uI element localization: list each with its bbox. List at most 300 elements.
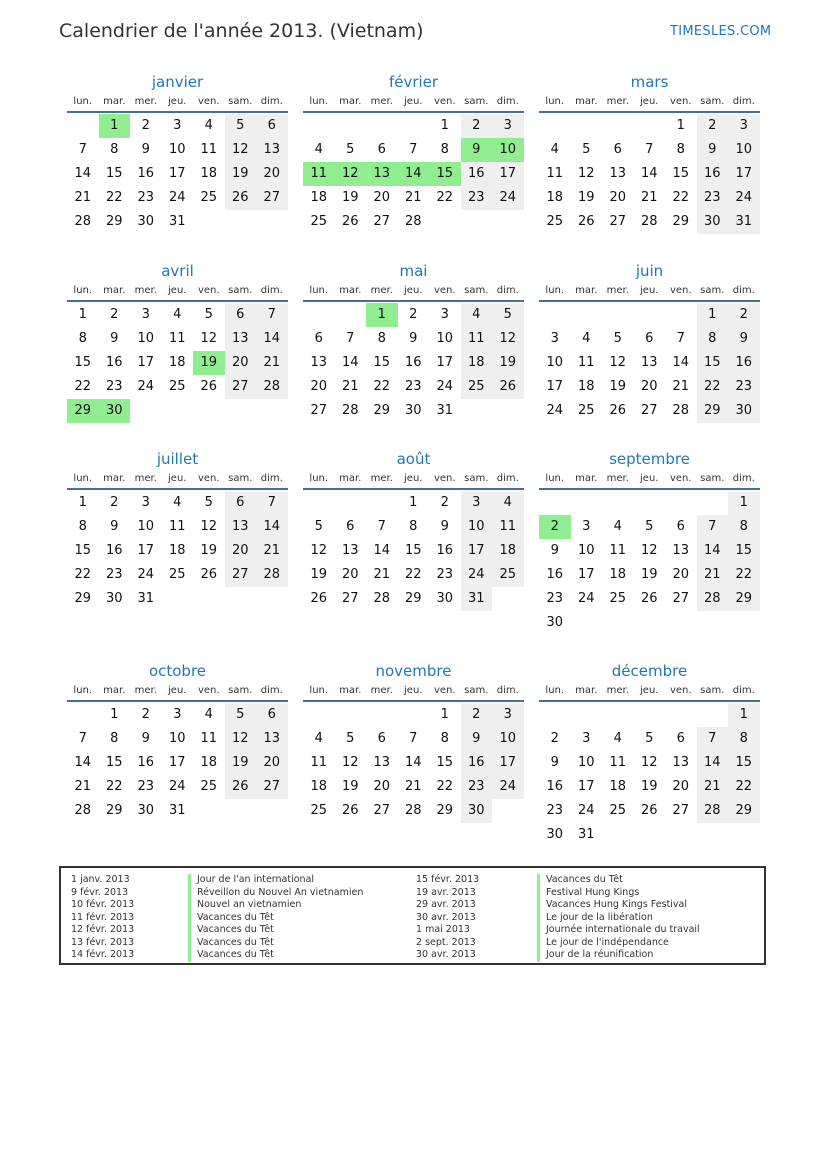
day-cell: 29 — [67, 399, 99, 423]
day-cell: 28 — [672, 403, 690, 418]
empty-cell — [366, 491, 398, 515]
weekday-label: ven. — [197, 473, 220, 484]
day-cell: 9 — [550, 543, 559, 558]
weekday-label: dim. — [732, 96, 755, 107]
day-cell: 10 — [492, 138, 524, 162]
day-cell: 16 — [137, 166, 155, 181]
weekday-label: mar. — [575, 96, 598, 107]
weekday-label: mer. — [134, 285, 157, 296]
day-cell: 2 — [110, 307, 119, 322]
day-cell: 27 — [672, 591, 690, 606]
day-cell: 5 — [645, 519, 654, 534]
empty-cell — [539, 303, 571, 327]
weekday-label: mer. — [370, 285, 393, 296]
day-cell: 14 — [341, 355, 359, 370]
month-0 — [67, 72, 288, 234]
legend-holiday-name: Vacances du Têt — [188, 937, 363, 950]
day-cell: 22 — [697, 375, 729, 399]
day-cell: 6 — [613, 142, 622, 157]
day-cell: 12 — [492, 327, 524, 351]
legend-holiday-name: Vacances du Têt — [188, 924, 363, 937]
day-cell: 31 — [168, 803, 186, 818]
weekday-label: mar. — [339, 473, 362, 484]
day-cell: 18 — [461, 351, 493, 375]
day-cell: 25 — [168, 567, 186, 582]
day-cell: 29 — [728, 799, 760, 823]
day-cell: 26 — [609, 403, 627, 418]
day-cell: 22 — [105, 779, 123, 794]
weekday-label: ven. — [433, 685, 456, 696]
day-cell: 4 — [173, 307, 182, 322]
weekday-label: mar. — [339, 96, 362, 107]
weekday-label: mer. — [370, 96, 393, 107]
day-cell: 20 — [373, 190, 391, 205]
month-2 — [539, 72, 760, 234]
day-cell: 7 — [697, 515, 729, 539]
day-cell: 4 — [204, 707, 213, 722]
day-cell: 25 — [577, 403, 595, 418]
day-cell: 1 — [728, 703, 760, 727]
legend-holiday-name: Jour de la réunification — [537, 949, 700, 962]
legend-date: 14 févr. 2013 — [71, 949, 135, 960]
day-cell: 9 — [461, 138, 493, 162]
weekday-label: sam. — [228, 285, 253, 296]
legend-holiday-name: Jour de l'an international — [188, 874, 363, 887]
day-cell: 6 — [377, 731, 386, 746]
day-grid — [303, 490, 524, 611]
weekday-label: sam. — [228, 685, 253, 696]
day-cell: 19 — [200, 543, 218, 558]
day-cell: 10 — [461, 515, 493, 539]
day-cell: 11 — [577, 355, 595, 370]
day-cell: 30 — [546, 615, 564, 630]
day-cell: 30 — [546, 827, 564, 842]
day-cell: 27 — [609, 214, 627, 229]
day-cell: 6 — [225, 303, 257, 327]
day-cell: 13 — [609, 166, 627, 181]
empty-cell — [335, 491, 367, 515]
weekday-label: ven. — [669, 285, 692, 296]
day-cell: 27 — [225, 563, 257, 587]
day-cell: 20 — [256, 751, 288, 775]
day-cell: 22 — [74, 567, 92, 582]
weekday-label: mer. — [134, 473, 157, 484]
day-cell: 20 — [640, 379, 658, 394]
empty-cell — [634, 703, 666, 727]
weekday-label: ven. — [433, 285, 456, 296]
day-cell: 20 — [672, 567, 690, 582]
weekday-label: mer. — [606, 96, 629, 107]
day-cell: 17 — [137, 543, 155, 558]
weekday-label: mar. — [103, 685, 126, 696]
weekday-label: mar. — [575, 685, 598, 696]
day-cell: 1 — [99, 114, 131, 138]
day-cell: 8 — [697, 327, 729, 351]
day-cell: 4 — [461, 303, 493, 327]
weekday-label: lun. — [73, 685, 93, 696]
empty-cell — [634, 303, 666, 327]
empty-cell — [398, 703, 430, 727]
day-cell: 1 — [440, 118, 449, 133]
day-cell: 11 — [609, 755, 627, 770]
day-cell: 2 — [141, 707, 150, 722]
day-cell: 9 — [141, 142, 150, 157]
empty-cell — [539, 491, 571, 515]
weekday-header — [303, 94, 524, 113]
day-cell: 10 — [137, 331, 155, 346]
day-cell: 25 — [609, 803, 627, 818]
day-cell: 18 — [200, 755, 218, 770]
day-cell: 23 — [137, 779, 155, 794]
day-cell: 16 — [105, 543, 123, 558]
day-cell: 3 — [173, 707, 182, 722]
day-cell: 7 — [676, 331, 685, 346]
day-cell: 15 — [697, 351, 729, 375]
weekday-header — [67, 471, 288, 490]
weekday-label: jeu. — [168, 96, 187, 107]
weekday-header — [67, 683, 288, 702]
day-cell: 3 — [550, 331, 559, 346]
weekday-label: ven. — [197, 685, 220, 696]
weekday-label: jeu. — [640, 96, 659, 107]
day-cell: 22 — [74, 379, 92, 394]
day-cell: 26 — [341, 214, 359, 229]
day-cell: 3 — [141, 307, 150, 322]
day-cell: 8 — [78, 331, 87, 346]
weekday-label: ven. — [669, 473, 692, 484]
day-cell: 3 — [492, 703, 524, 727]
weekday-label: sam. — [228, 473, 253, 484]
empty-cell — [335, 703, 367, 727]
day-cell: 10 — [728, 138, 760, 162]
weekday-header — [67, 94, 288, 113]
day-cell: 23 — [546, 591, 564, 606]
day-cell: 30 — [697, 210, 729, 234]
month-name: décembre — [611, 662, 688, 680]
day-cell: 14 — [256, 515, 288, 539]
weekday-header — [303, 471, 524, 490]
empty-cell — [539, 114, 571, 138]
weekday-label: sam. — [700, 685, 725, 696]
weekday-label: dim. — [260, 473, 283, 484]
day-cell: 5 — [346, 142, 355, 157]
day-cell: 26 — [341, 803, 359, 818]
legend-names-right — [537, 874, 700, 962]
day-cell: 3 — [141, 495, 150, 510]
day-cell: 29 — [105, 214, 123, 229]
day-cell: 25 — [609, 591, 627, 606]
empty-cell — [303, 491, 335, 515]
holiday-legend — [59, 866, 766, 965]
day-cell: 13 — [310, 355, 328, 370]
month-name: octobre — [148, 662, 207, 680]
weekday-label: sam. — [700, 473, 725, 484]
day-cell: 28 — [640, 214, 658, 229]
weekday-label: jeu. — [404, 285, 423, 296]
weekday-label: mar. — [339, 285, 362, 296]
day-cell: 16 — [546, 567, 564, 582]
day-grid — [67, 302, 288, 423]
day-cell: 23 — [105, 567, 123, 582]
day-cell: 13 — [341, 543, 359, 558]
day-cell: 10 — [546, 355, 564, 370]
day-cell: 20 — [373, 779, 391, 794]
day-cell: 14 — [697, 751, 729, 775]
day-grid — [67, 490, 288, 611]
day-cell: 14 — [256, 327, 288, 351]
month-10 — [303, 661, 524, 823]
day-cell: 23 — [404, 379, 422, 394]
day-cell: 17 — [577, 779, 595, 794]
weekday-label: dim. — [260, 96, 283, 107]
day-cell: 25 — [310, 803, 328, 818]
weekday-label: lun. — [309, 473, 329, 484]
day-cell: 7 — [346, 331, 355, 346]
empty-cell — [571, 303, 603, 327]
empty-cell — [366, 703, 398, 727]
legend-holiday-name: Le jour de l'indépendance — [537, 937, 700, 950]
day-cell: 4 — [204, 118, 213, 133]
legend-date: 11 févr. 2013 — [71, 911, 135, 923]
legend-holiday-name: Réveillon du Nouvel An vietnamien — [188, 887, 363, 900]
day-cell: 15 — [672, 166, 690, 181]
day-cell: 20 — [341, 567, 359, 582]
day-cell: 25 — [461, 375, 493, 399]
day-cell: 27 — [373, 214, 391, 229]
day-cell: 20 — [225, 539, 257, 563]
day-cell: 9 — [110, 331, 119, 346]
legend-date: 1 mai 2013 — [416, 924, 470, 935]
day-cell: 19 — [640, 779, 658, 794]
day-cell: 17 — [137, 355, 155, 370]
weekday-label: mar. — [575, 285, 598, 296]
day-cell: 12 — [200, 331, 218, 346]
day-cell: 17 — [728, 162, 760, 186]
day-cell: 17 — [577, 567, 595, 582]
day-cell: 7 — [78, 142, 87, 157]
day-cell: 21 — [697, 775, 729, 799]
day-cell: 31 — [577, 827, 595, 842]
day-cell: 15 — [728, 539, 760, 563]
day-cell: 31 — [168, 214, 186, 229]
weekday-label: dim. — [732, 285, 755, 296]
day-cell: 6 — [676, 731, 685, 746]
day-cell: 11 — [168, 331, 186, 346]
legend-date: 2 sept. 2013 — [416, 936, 476, 948]
day-cell: 27 — [310, 403, 328, 418]
day-cell: 11 — [168, 519, 186, 534]
month-name: septembre — [609, 450, 690, 468]
weekday-label: sam. — [464, 473, 489, 484]
day-cell: 29 — [728, 587, 760, 611]
day-cell: 8 — [440, 142, 449, 157]
day-cell: 11 — [609, 543, 627, 558]
day-cell: 18 — [200, 166, 218, 181]
day-cell: 14 — [398, 162, 430, 186]
legend-holiday-name: Vacances du Têt — [188, 949, 363, 962]
weekday-label: mer. — [134, 96, 157, 107]
month-name: juillet — [156, 450, 199, 468]
weekday-label: sam. — [464, 96, 489, 107]
weekday-label: jeu. — [404, 96, 423, 107]
day-cell: 15 — [74, 543, 92, 558]
day-cell: 10 — [492, 727, 524, 751]
weekday-label: ven. — [197, 285, 220, 296]
month-name: mai — [399, 262, 428, 280]
legend-holiday-name: Journée internationale du travail — [537, 924, 700, 937]
month-11 — [539, 661, 760, 847]
day-cell: 27 — [256, 775, 288, 799]
weekday-label: dim. — [496, 285, 519, 296]
weekday-label: mar. — [103, 285, 126, 296]
month-name: août — [396, 450, 431, 468]
day-cell: 30 — [461, 799, 493, 823]
day-cell: 13 — [366, 162, 398, 186]
day-cell: 12 — [200, 519, 218, 534]
day-cell: 26 — [200, 567, 218, 582]
page-title: Calendrier de l'année 2013. (Vietnam) — [59, 20, 424, 42]
day-cell: 12 — [310, 543, 328, 558]
day-cell: 11 — [303, 162, 335, 186]
day-grid — [539, 490, 760, 635]
day-grid — [303, 113, 524, 234]
weekday-label: mer. — [606, 473, 629, 484]
weekday-label: ven. — [669, 685, 692, 696]
weekday-label: jeu. — [168, 685, 187, 696]
day-cell: 25 — [310, 214, 328, 229]
day-cell: 28 — [373, 591, 391, 606]
day-cell: 23 — [461, 775, 493, 799]
day-cell: 9 — [697, 138, 729, 162]
day-grid — [539, 113, 760, 234]
month-name: novembre — [375, 662, 452, 680]
day-cell: 12 — [335, 162, 367, 186]
day-cell: 6 — [676, 519, 685, 534]
weekday-label: sam. — [464, 285, 489, 296]
day-cell: 27 — [640, 403, 658, 418]
day-cell: 12 — [225, 727, 257, 751]
day-cell: 9 — [440, 519, 449, 534]
day-cell: 24 — [461, 563, 493, 587]
weekday-label: jeu. — [168, 285, 187, 296]
day-cell: 2 — [110, 495, 119, 510]
day-cell: 4 — [613, 519, 622, 534]
empty-cell — [665, 703, 697, 727]
day-cell: 12 — [640, 543, 658, 558]
day-cell: 15 — [74, 355, 92, 370]
day-cell: 4 — [492, 491, 524, 515]
day-cell: 21 — [256, 539, 288, 563]
day-cell: 30 — [404, 403, 422, 418]
day-cell: 21 — [672, 379, 690, 394]
day-cell: 8 — [440, 731, 449, 746]
day-cell: 29 — [672, 214, 690, 229]
day-grid — [303, 302, 524, 423]
weekday-label: sam. — [228, 96, 253, 107]
day-cell: 6 — [346, 519, 355, 534]
month-7 — [303, 449, 524, 611]
day-cell: 20 — [256, 162, 288, 186]
day-cell: 15 — [105, 755, 123, 770]
month-name: juin — [635, 262, 664, 280]
empty-cell — [602, 491, 634, 515]
day-cell: 1 — [676, 118, 685, 133]
day-cell: 10 — [577, 543, 595, 558]
day-cell: 28 — [74, 803, 92, 818]
day-cell: 5 — [346, 731, 355, 746]
day-cell: 29 — [436, 803, 454, 818]
day-cell: 1 — [78, 495, 87, 510]
month-4 — [303, 261, 524, 423]
day-cell: 28 — [74, 214, 92, 229]
day-cell: 21 — [74, 779, 92, 794]
day-cell: 24 — [137, 379, 155, 394]
day-cell: 15 — [105, 166, 123, 181]
day-cell: 3 — [582, 519, 591, 534]
day-cell: 1 — [78, 307, 87, 322]
day-cell: 19 — [310, 567, 328, 582]
day-cell: 8 — [728, 515, 760, 539]
day-cell: 28 — [256, 563, 288, 587]
day-cell: 19 — [609, 379, 627, 394]
weekday-label: lun. — [545, 685, 565, 696]
day-cell: 6 — [645, 331, 654, 346]
day-cell: 3 — [728, 114, 760, 138]
day-cell: 2 — [539, 515, 571, 539]
day-cell: 15 — [373, 355, 391, 370]
day-cell: 16 — [105, 355, 123, 370]
empty-cell — [303, 303, 335, 327]
day-cell: 16 — [137, 755, 155, 770]
day-cell: 22 — [105, 190, 123, 205]
day-cell: 4 — [173, 495, 182, 510]
day-cell: 9 — [461, 727, 493, 751]
weekday-label: lun. — [545, 285, 565, 296]
empty-cell — [67, 114, 99, 138]
empty-cell — [571, 703, 603, 727]
day-cell: 11 — [546, 166, 564, 181]
legend-date: 19 avr. 2013 — [416, 886, 476, 898]
day-cell: 1 — [697, 303, 729, 327]
day-cell: 8 — [728, 727, 760, 751]
day-grid — [539, 302, 760, 423]
weekday-label: jeu. — [640, 285, 659, 296]
day-cell: 31 — [137, 591, 155, 606]
day-cell: 21 — [74, 190, 92, 205]
day-cell: 12 — [640, 755, 658, 770]
day-cell: 2 — [461, 114, 493, 138]
weekday-label: mar. — [103, 473, 126, 484]
day-cell: 1 — [440, 707, 449, 722]
day-cell: 7 — [409, 731, 418, 746]
day-cell: 19 — [225, 751, 257, 775]
day-cell: 15 — [728, 751, 760, 775]
brand-link[interactable]: TIMESLES.COM — [670, 24, 772, 39]
day-cell: 22 — [672, 190, 690, 205]
day-cell: 2 — [550, 731, 559, 746]
legend-date: 15 févr. 2013 — [416, 874, 480, 885]
day-cell: 19 — [577, 190, 595, 205]
day-cell: 28 — [404, 803, 422, 818]
empty-cell — [665, 491, 697, 515]
day-cell: 2 — [141, 118, 150, 133]
day-cell: 12 — [577, 166, 595, 181]
day-cell: 3 — [492, 114, 524, 138]
day-cell: 21 — [373, 567, 391, 582]
day-cell: 25 — [200, 190, 218, 205]
day-cell: 7 — [409, 142, 418, 157]
day-cell: 13 — [256, 727, 288, 751]
